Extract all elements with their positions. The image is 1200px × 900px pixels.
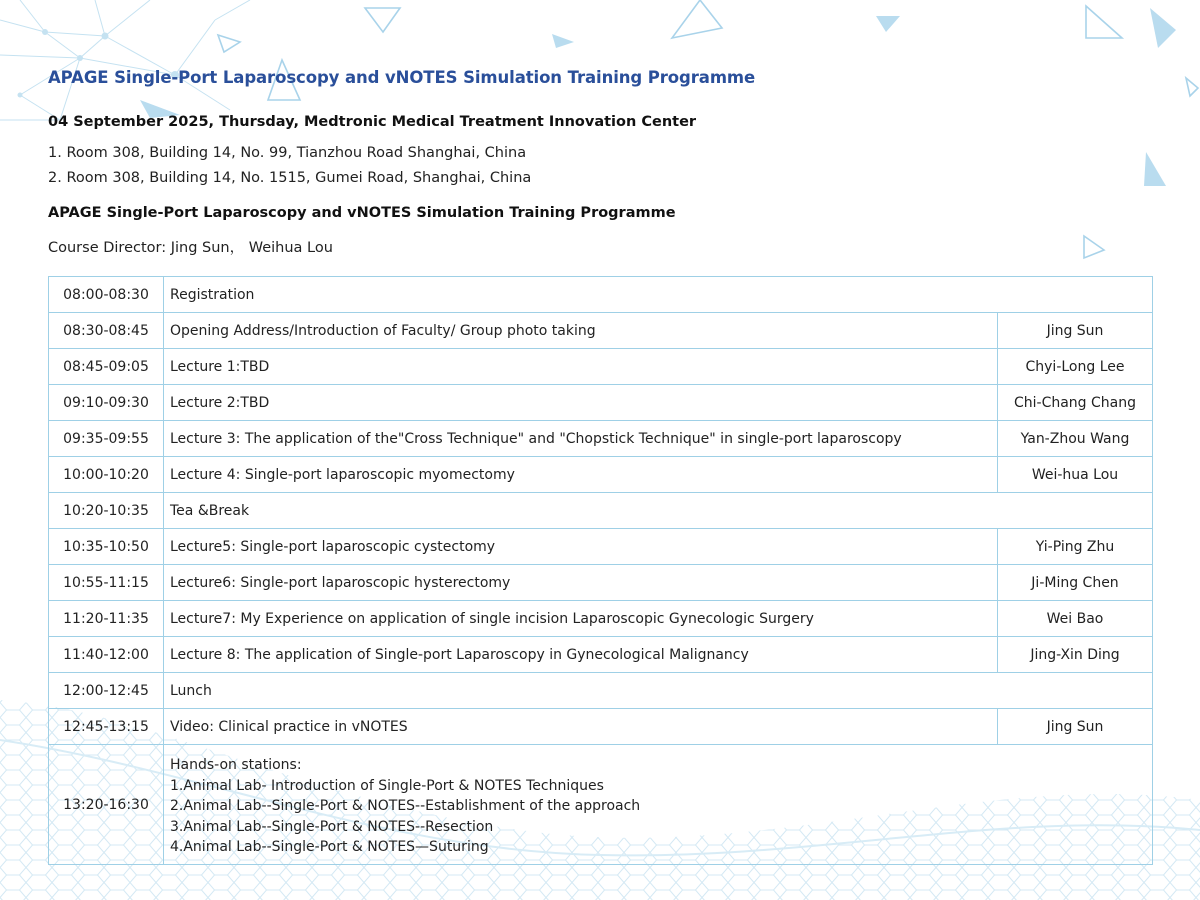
schedule-row [49, 421, 1153, 457]
hands-on-station: 3.Animal Lab--Single-Port & NOTES--Resection [170, 818, 494, 835]
session-cell: Lecture 1:TBD [164, 349, 998, 385]
time-cell: 09:35-09:55 [49, 421, 164, 457]
programme-subtitle: APAGE Single-Port Laparoscopy and vNOTES Simulation Training Programme [48, 205, 676, 221]
schedule-table [48, 276, 1153, 865]
hands-on-station: 4.Animal Lab--Single-Port & NOTES—Suturing [170, 839, 489, 856]
speaker-cell: Jing-Xin Ding [998, 637, 1153, 673]
speaker-cell: Jing Sun [998, 313, 1153, 349]
time-cell: 10:00-10:20 [49, 457, 164, 493]
time-cell: 12:00-12:45 [49, 673, 164, 709]
time-cell: 10:55-11:15 [49, 565, 164, 601]
event-date-venue: 04 September 2025, Thursday, Medtronic Medical Treatment Innovation Center [48, 114, 697, 130]
session-cell: Lecture7: My Experience on application of single incision Laparoscopic Gynecologic Surgery [164, 601, 998, 637]
session-cell [164, 745, 1153, 865]
schedule-row [49, 637, 1153, 673]
session-cell: Lecture6: Single-port laparoscopic hysterectomy [164, 565, 998, 601]
session-cell: Lecture 4: Single-port laparoscopic myomectomy [164, 457, 998, 493]
schedule-row [49, 349, 1153, 385]
session-cell: Lecture5: Single-port laparoscopic cystectomy [164, 529, 998, 565]
schedule-row [49, 673, 1153, 709]
speaker-cell: Yan-Zhou Wang [998, 421, 1153, 457]
time-cell: 10:35-10:50 [49, 529, 164, 565]
session-cell: Lecture 2:TBD [164, 385, 998, 421]
speaker-cell: Yi-Ping Zhu [998, 529, 1153, 565]
time-cell: 08:45-09:05 [49, 349, 164, 385]
time-cell: 11:20-11:35 [49, 601, 164, 637]
speaker-cell: Chyi-Long Lee [998, 349, 1153, 385]
time-cell: 09:10-09:30 [49, 385, 164, 421]
time-cell: 12:45-13:15 [49, 709, 164, 745]
session-cell: Lecture 8: The application of Single-port Laparoscopy in Gynecological Malignancy [164, 637, 998, 673]
hands-on-row [49, 745, 1153, 865]
course-director: Course Director: Jing Sun， Weihua Lou [48, 240, 333, 256]
session-cell: Video: Clinical practice in vNOTES [164, 709, 998, 745]
speaker-cell: Wei-hua Lou [998, 457, 1153, 493]
address-2: 2. Room 308, Building 14, No. 1515, Gumei Road, Shanghai, China [48, 170, 532, 186]
schedule-row [49, 493, 1153, 529]
session-cell: Tea &Break [164, 493, 1153, 529]
session-cell: Opening Address/Introduction of Faculty/ Group photo taking [164, 313, 998, 349]
session-cell: Lecture 3: The application of the"Cross Technique" and "Chopstick Technique" in single-port laparoscopy [164, 421, 998, 457]
schedule-body [49, 277, 1153, 865]
schedule-row [49, 565, 1153, 601]
time-cell: 11:40-12:00 [49, 637, 164, 673]
schedule-row [49, 277, 1153, 313]
speaker-cell: Jing Sun [998, 709, 1153, 745]
network-decoration [0, 0, 1200, 260]
hands-on-heading: Hands-on stations: [170, 757, 302, 774]
schedule-row [49, 385, 1153, 421]
time-cell: 08:00-08:30 [49, 277, 164, 313]
time-cell: 10:20-10:35 [49, 493, 164, 529]
time-cell: 08:30-08:45 [49, 313, 164, 349]
speaker-cell: Wei Bao [998, 601, 1153, 637]
schedule-row [49, 457, 1153, 493]
hands-on-stations [170, 751, 1146, 858]
schedule-row [49, 313, 1153, 349]
session-cell: Lunch [164, 673, 1153, 709]
schedule-row [49, 529, 1153, 565]
schedule-row [49, 601, 1153, 637]
schedule-row [49, 709, 1153, 745]
speaker-cell: Chi-Chang Chang [998, 385, 1153, 421]
hands-on-station: 1.Animal Lab- Introduction of Single-Port & NOTES Techniques [170, 777, 604, 794]
session-cell: Registration [164, 277, 1153, 313]
address-1: 1. Room 308, Building 14, No. 99, Tianzhou Road Shanghai, China [48, 145, 527, 161]
hands-on-station: 2.Animal Lab--Single-Port & NOTES--Establishment of the approach [170, 798, 641, 815]
speaker-cell: Ji-Ming Chen [998, 565, 1153, 601]
time-cell: 13:20-16:30 [49, 745, 164, 865]
page-title: APAGE Single-Port Laparoscopy and vNOTES Simulation Training Programme [48, 68, 756, 87]
